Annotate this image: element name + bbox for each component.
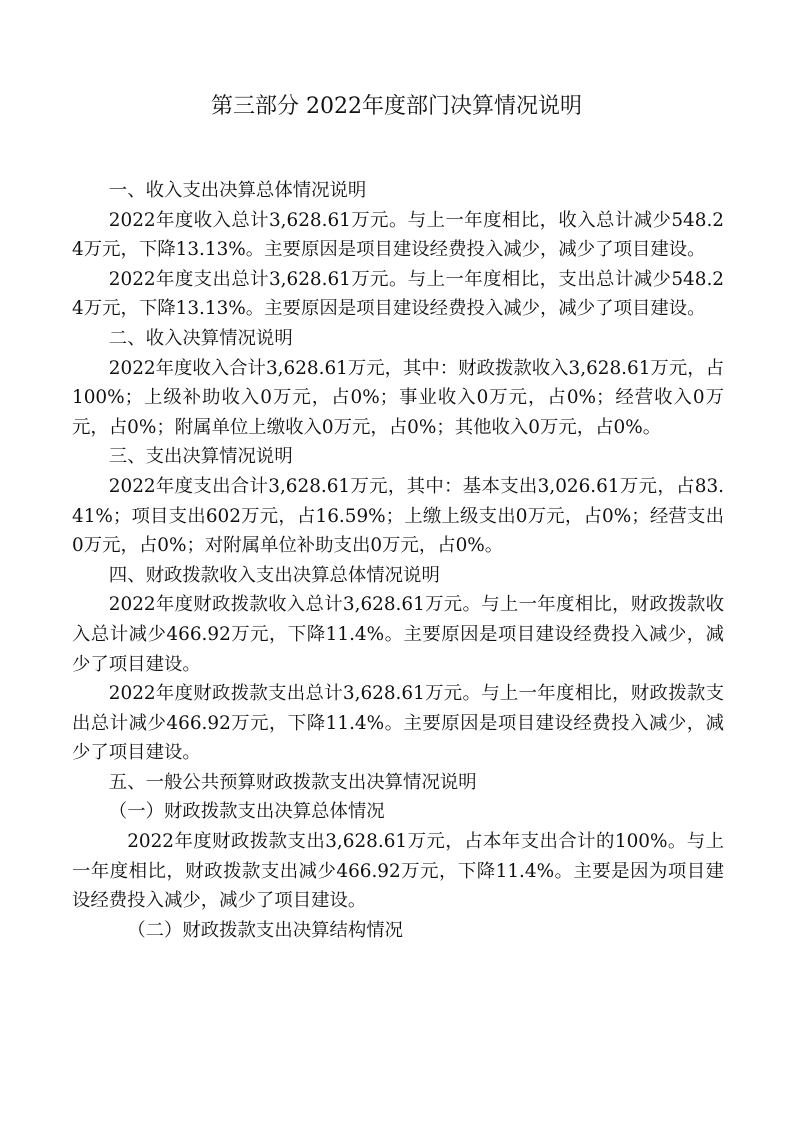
paragraph-fiscal-expenditure-overall: 2022年度财政拨款支出3,628.61万元，占本年支出合计的100%。与上一年度相比，财政拨款支出减少466.92万元，下降11.4%。主要是因为项目建设经费投入减少，减少了项目建设。 <box>72 831 724 912</box>
paragraph-fiscal-income: 2022年度财政拨款收入总计3,628.61万元。与上一年度相比，财政拨款收入总计减少466.92万元，下降11.4%。主要原因是项目建设经费投入减少，减少了项目建设。 <box>72 594 724 675</box>
paragraph-expenditure-breakdown: 2022年度支出合计3,628.61万元，其中：基本支出3,026.61万元，占83.41%；项目支出602万元，占16.59%；上缴上级支出0万元，占0%；经营支出0万元，占0%；对附属单位补助支出0万元，占0%。 <box>72 475 724 557</box>
section-heading-income-expenditure-overview: 一、收入支出决算总体情况说明 <box>108 180 367 201</box>
subsection-heading-structure: （二）财政拨款支出决算结构情况 <box>127 919 404 941</box>
section-heading-general-public-budget: 五、一般公共预算财政拨款支出决算情况说明 <box>108 771 477 793</box>
subsection-heading-overall: （一）财政拨款支出决算总体情况 <box>108 801 385 823</box>
document-body <box>72 176 724 945</box>
paragraph-income-breakdown: 2022年度收入合计3,628.61万元，其中：财政拨款收入3,628.61万元，占100%；上级补助收入0万元，占0%；事业收入0万元，占0%；经营收入0万元，占0%；附属单位上缴收入0万元，占0%；其他收入0万元，占0%。 <box>72 357 724 438</box>
section-heading-expenditure: 三、支出决算情况说明 <box>108 446 293 468</box>
paragraph-fiscal-expenditure: 2022年度财政拨款支出总计3,628.61万元。与上一年度相比，财政拨款支出总计减少466.92万元，下降11.4%。主要原因是项目建设经费投入减少，减少了项目建设。 <box>72 683 724 764</box>
section-heading-income: 二、收入决算情况说明 <box>108 327 293 349</box>
section-heading-fiscal-appropriation-overview: 四、财政拨款收入支出决算总体情况说明 <box>108 564 440 586</box>
paragraph-total-income: 2022年度收入总计3,628.61万元。与上一年度相比，收入总计减少548.24万元，下降13.13%。主要原因是项目建设经费投入减少，减少了项目建设。 <box>72 209 724 261</box>
paragraph-total-expenditure: 2022年度支出总计3,628.61万元。与上一年度相比，支出总计减少548.24万元，下降13.13%。主要原因是项目建设经费投入减少，减少了项目建设。 <box>72 268 724 320</box>
page-title: 第三部分 2022年度部门决算情况说明 <box>211 94 582 119</box>
